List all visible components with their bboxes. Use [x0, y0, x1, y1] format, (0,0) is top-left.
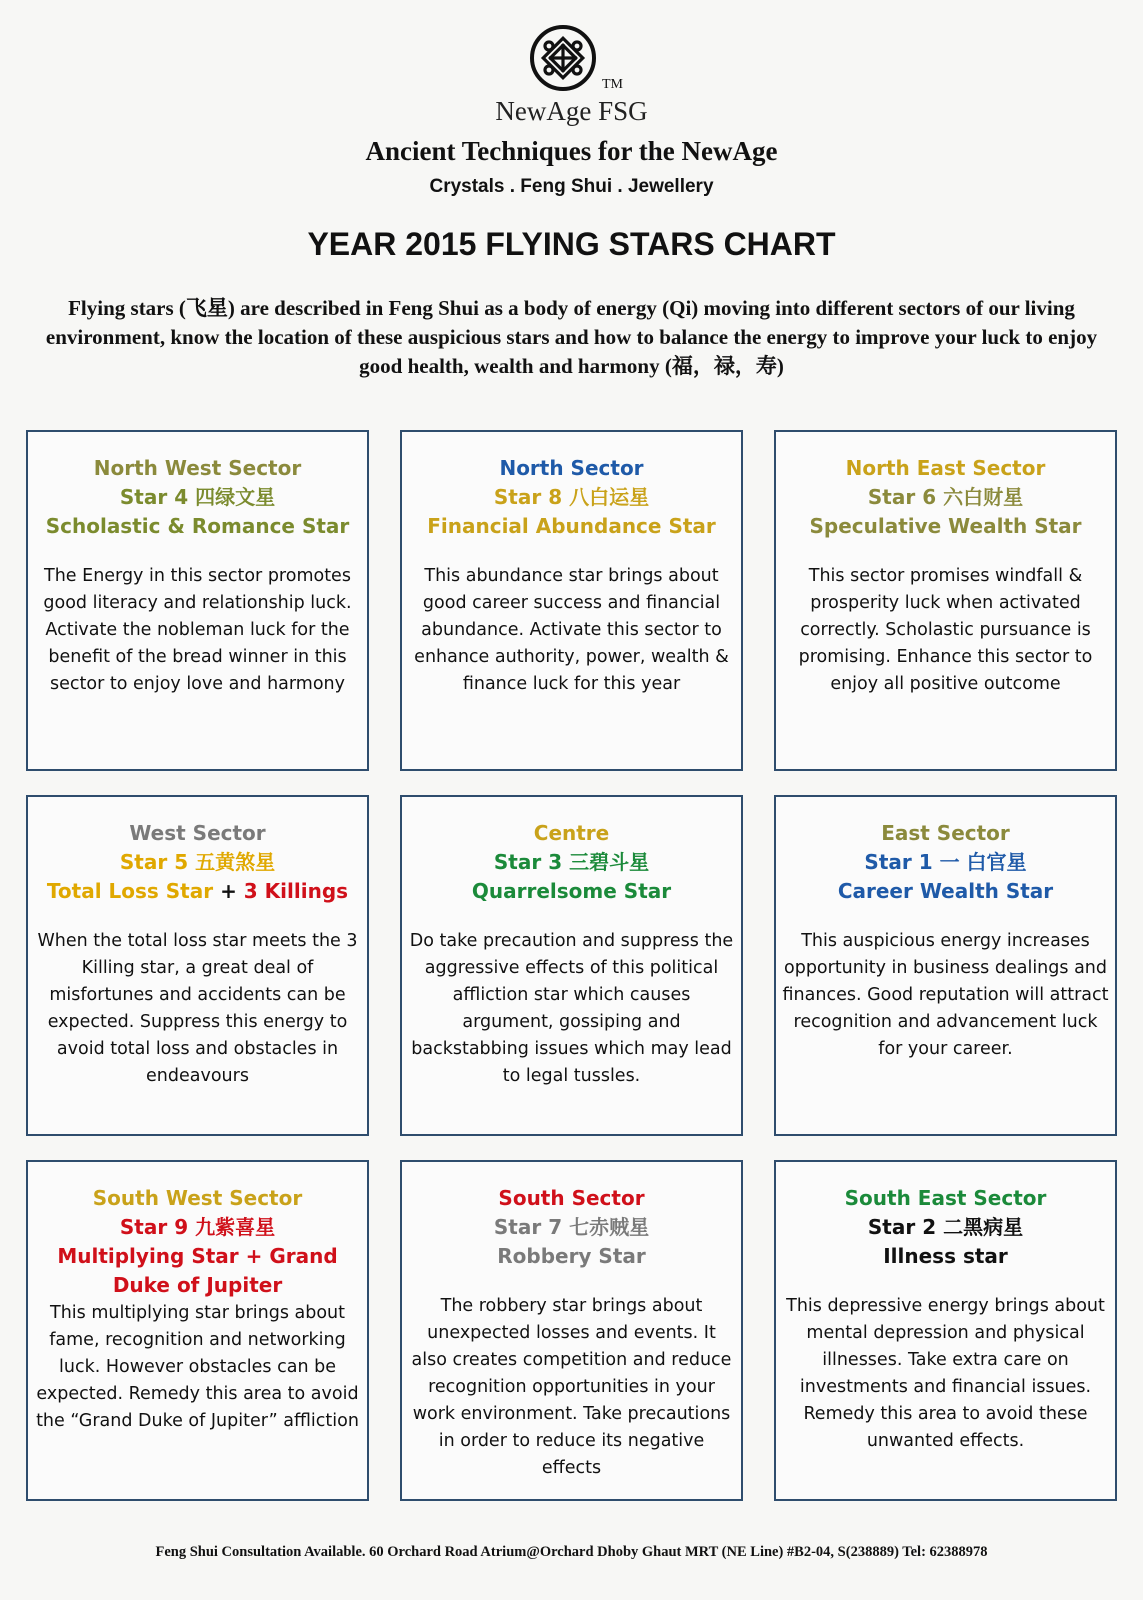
- sector-card-south: [400, 1160, 743, 1501]
- sector-card-south-east: [774, 1160, 1117, 1501]
- tagline: Ancient Techniques for the NewAge: [365, 136, 778, 166]
- star-label: Star 6 六白财星: [867, 485, 1024, 509]
- star-label: Star 4 四绿文星: [119, 485, 276, 509]
- sector-description: This auspicious energy increases opportunity in business dealings and finances. Good reputation will attract recognition and advancement luck for your career.: [782, 931, 1109, 1059]
- trademark-mark: TM: [602, 77, 623, 92]
- star-name: Financial Abundance Star: [427, 514, 716, 538]
- sector-description: This abundance star brings about good career success and financial abundance. Activate this sector to enhance authority, power, wealth & finance luck for this year: [414, 566, 729, 694]
- sector-description: Do take precaution and suppress the aggressive effects of this political affliction star which causes argument, gossiping and backstabbing issues which may lead to legal tussles.: [409, 931, 734, 1086]
- sector-title: South West Sector: [92, 1186, 303, 1210]
- sector-title: South East Sector: [844, 1186, 1047, 1210]
- star-name: Total Loss Star: [46, 879, 214, 903]
- sector-description: The Energy in this sector promotes good literacy and relationship luck. Activate the nobleman luck for the benefit of the bread winner in this sector to enjoy love and harmony: [43, 566, 352, 694]
- sector-card-north-east: [774, 430, 1117, 771]
- sector-title: South Sector: [498, 1186, 645, 1210]
- sector-card-centre: [400, 795, 743, 1136]
- star-label: Star 5 五黄煞星: [119, 850, 276, 874]
- star-name: Career Wealth Star: [837, 879, 1054, 903]
- star-name: Speculative Wealth Star: [809, 514, 1082, 538]
- subline: Crystals . Feng Shui . Jewellery: [429, 176, 714, 197]
- star-label: Star 8 八白运星: [493, 485, 650, 509]
- sector-title: West Sector: [129, 821, 266, 845]
- star-label: Star 3 三碧斗星: [493, 850, 650, 874]
- star-label: Star 9 九紫喜星: [119, 1215, 276, 1239]
- sector-card-south-west: [26, 1160, 369, 1501]
- sector-description: This sector promises windfall & prosperity luck when activated correctly. Scholastic pursuance is promising. Enhance this sector to enjoy all positive outcome: [798, 566, 1093, 694]
- intro-paragraph: Flying stars (飞星) are described in Feng Shui as a body of energy (Qi) moving into different sectors of our living environment, know the location of these auspicious stars and how to balance the energy to improve your luck to enjoy good health, wealth and harmony (福，禄，寿): [45, 296, 1098, 378]
- star-name: Quarrelsome Star: [471, 879, 672, 903]
- star-label: Star 7 七赤贼星: [493, 1215, 650, 1239]
- star-name: Robbery Star: [497, 1244, 646, 1268]
- endless-knot-logo-icon: [529, 24, 597, 92]
- star-name: Multiplying Star + Grand Duke of Jupiter: [57, 1244, 338, 1297]
- sector-title: Centre: [533, 821, 610, 845]
- star-name: Illness star: [883, 1244, 1008, 1268]
- sector-title: North West Sector: [93, 456, 302, 480]
- sector-description: When the total loss star meets the 3 Killing star, a great deal of misfortunes and accidents can be expected. Suppress this energy to avoid total loss and obstacles in endeavours: [37, 931, 358, 1086]
- sector-title: North Sector: [499, 456, 644, 480]
- sector-card-east: [774, 795, 1117, 1136]
- sector-card-west: [26, 795, 369, 1136]
- sector-grid: [26, 430, 1118, 1506]
- footer-contact: Feng Shui Consultation Available. 60 Orchard Road Atrium@Orchard Dhoby Ghaut MRT (NE Line) #B2-04, S(238889) Tel: 62388978: [155, 1544, 988, 1560]
- brand-name: NewAge FSG: [495, 96, 648, 126]
- plus-sign: +: [213, 879, 244, 903]
- sector-title: East Sector: [881, 821, 1010, 845]
- star-label: Star 1 一 白官星: [864, 850, 1027, 874]
- star-label: Star 2 二黑病星: [867, 1215, 1024, 1239]
- sector-title: North East Sector: [845, 456, 1046, 480]
- killings-label: 3 Killings: [243, 879, 349, 903]
- sector-card-north: [400, 430, 743, 771]
- star-name-line: [28, 877, 367, 906]
- sector-card-north-west: [26, 430, 369, 771]
- sector-description: The robbery star brings about unexpected losses and events. It also creates competition and reduce recognition opportunities in your work environment. Take precautions in order to reduce its negative effects: [411, 1296, 732, 1478]
- sector-description: This depressive energy brings about mental depression and physical illnesses. Take extra care on investments and financial issues. Remedy this area to avoid these unwanted effects.: [786, 1296, 1105, 1451]
- star-name: Scholastic & Romance Star: [45, 514, 350, 538]
- page-title: YEAR 2015 FLYING STARS CHART: [307, 226, 836, 262]
- sector-description: This multiplying star brings about fame, recognition and networking luck. However obstacles can be expected. Remedy this area to avoid the “Grand Duke of Jupiter” affliction: [36, 1303, 359, 1431]
